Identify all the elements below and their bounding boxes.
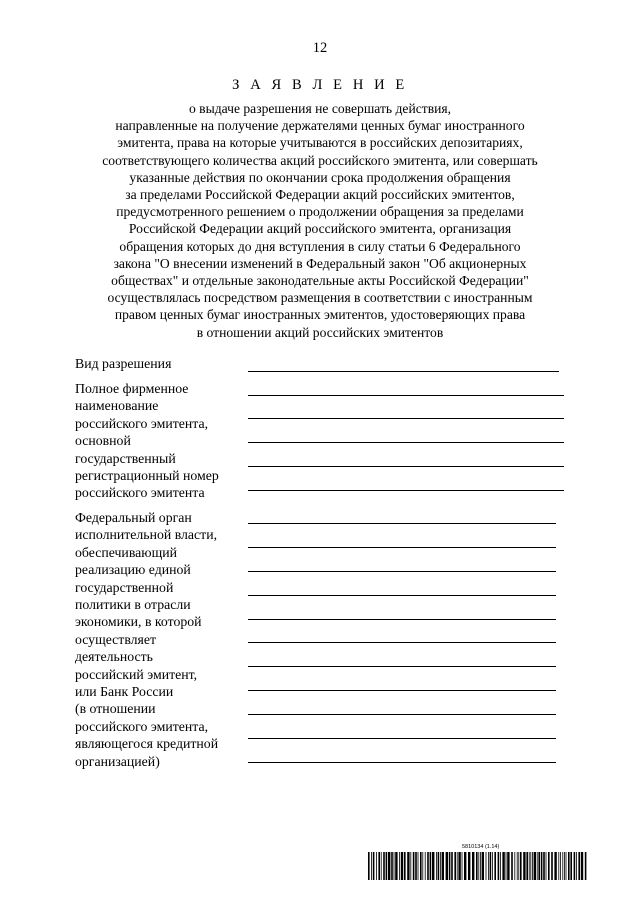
label-line: осуществляет xyxy=(75,631,157,647)
page-number: 12 xyxy=(312,40,328,56)
federal-authority-line xyxy=(248,619,556,620)
federal-authority-line xyxy=(248,738,556,739)
issuer-name-line xyxy=(248,395,564,396)
issuer-name-line xyxy=(248,490,564,491)
federal-authority-label xyxy=(75,509,218,770)
label-line: регистрационный номер xyxy=(75,468,219,484)
label-line: российского эмитента, xyxy=(75,415,209,431)
label-line: (в отношении xyxy=(75,701,156,717)
label-line: или Банк России xyxy=(75,684,174,700)
federal-authority-line xyxy=(248,523,556,524)
federal-authority-line xyxy=(248,690,556,691)
issuer-name-label xyxy=(75,380,219,502)
label-line: обеспечивающий xyxy=(75,544,177,560)
label-line: российский эмитент, xyxy=(75,666,198,682)
label-line: Федеральный орган xyxy=(75,510,192,525)
subtitle-line: закона "О внесении изменений в Федеральный закон "Об акционерных xyxy=(113,255,527,271)
label-line: деятельность xyxy=(75,649,153,665)
subtitle-line: обществах" и отдельные законодательные акты Российской Федерации" xyxy=(111,273,529,289)
label-line: организацией) xyxy=(75,753,160,769)
issuer-name-line xyxy=(248,466,564,467)
subtitle-line: обращения которых до дня вступления в силу статьи 6 Федерального xyxy=(119,238,521,254)
label-line: российского эмитента xyxy=(75,485,205,501)
subtitle-line: в отношении акций российских эмитентов xyxy=(196,324,444,340)
permit-type-line xyxy=(248,371,559,372)
label-line: российского эмитента, xyxy=(75,718,209,734)
issuer-name-line xyxy=(248,418,564,419)
federal-authority-line xyxy=(248,571,556,572)
subtitle-line: эмитента, права на которые учитываются в российских депозитариях, xyxy=(117,135,523,151)
label-line: государственной xyxy=(75,579,174,595)
label-line: политики в отрасли xyxy=(75,597,191,613)
label-line: реализацию единой xyxy=(75,562,191,578)
federal-authority-line xyxy=(248,666,556,667)
label-line: Полное фирменное xyxy=(75,381,189,396)
barcode-caption: 5810134 (1.14) xyxy=(462,844,500,850)
barcode xyxy=(368,852,589,880)
subtitle-line: предусмотренного решением о продолжении обращения за пределами xyxy=(116,204,524,220)
permit-type-label xyxy=(75,355,171,372)
label-line: являющегося кредитной xyxy=(75,736,219,752)
subtitle-line: направленные на получение держателями ценных бумаг иностранного xyxy=(115,118,525,134)
subtitle-line: правом ценных бумаг иностранных эмитентов, удостоверяющих права xyxy=(114,307,526,323)
subtitle-line: Российской Федерации акций российского эмитента, организация xyxy=(128,221,512,237)
label-line: экономики, в которой xyxy=(75,614,202,630)
label-line: исполнительной власти, xyxy=(75,527,218,543)
subtitle-line: за пределами Российской Федерации акций российских эмитентов, xyxy=(125,187,515,203)
document-title: З А Я В Л Е Н И Е xyxy=(232,77,408,93)
subtitle-line: указанные действия по окончании срока продолжения обращения xyxy=(129,169,511,185)
label-line: государственный xyxy=(75,450,176,466)
federal-authority-line xyxy=(248,642,556,643)
federal-authority-line xyxy=(248,714,556,715)
document-subtitle xyxy=(60,100,580,341)
label-line: основной xyxy=(75,433,131,449)
subtitle-line: осуществлялась посредством размещения в соответствии с иностранным xyxy=(107,290,533,306)
issuer-name-line xyxy=(248,442,564,443)
federal-authority-line xyxy=(248,762,556,763)
label-line: наименование xyxy=(75,398,159,414)
federal-authority-line xyxy=(248,547,556,548)
subtitle-line: соответствующего количества акций российского эмитента, или совершать xyxy=(102,152,538,168)
federal-authority-line xyxy=(248,595,556,596)
subtitle-line: о выдаче разрешения не совершать действия, xyxy=(188,101,452,116)
label-line: Вид разрешения xyxy=(75,356,172,371)
